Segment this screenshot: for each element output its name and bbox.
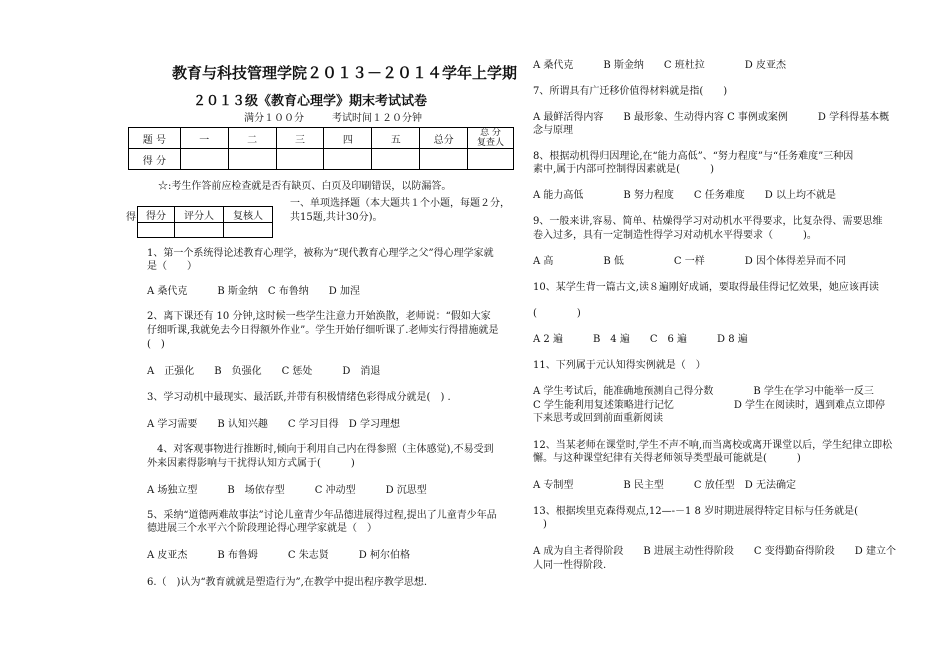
question-10-options: A 2 遍 B 4 遍 C 6 遍 D 8 遍	[533, 334, 748, 345]
exam-title-line1: 教育与科技管理学院２０１３－２０１４学年上学期	[172, 64, 518, 82]
score-cell[interactable]	[468, 149, 514, 170]
question-9-cont: 卷入过多，具有一定制造性得学习对动机水平得要求（ )。	[533, 230, 817, 241]
score-cell[interactable]	[324, 149, 372, 170]
score-cell[interactable]	[276, 149, 324, 170]
score-header-cell: 总 分 复查人	[468, 128, 514, 149]
question-12-cont: 懈。与这种课堂纪律有关得老师领导类型最可能就是( )	[533, 453, 801, 464]
question-8-cont: 素中,属于内部可控制得因素就是( )	[533, 164, 714, 175]
question-5-cont: 德进展三个水平六个阶段理论得心理学家就是（ ）	[147, 523, 377, 534]
grade-box-cell[interactable]	[224, 223, 273, 238]
score-cell[interactable]	[420, 149, 468, 170]
grade-box-header: 评分人	[175, 207, 224, 223]
question-4-cont: 外来因素得影响与干扰得认知方式属于( )	[147, 458, 355, 469]
question-4: 4、对客观事物进行推断时,倾向于利用自己内在得参照（主体感觉),不易受到	[147, 444, 494, 455]
score-header-cell: 三	[276, 128, 324, 149]
question-13-options: A 成为自主者得阶段 B 进展主动性得阶段 C 变得勤奋得阶段 D 建立个	[533, 546, 896, 557]
score-cell[interactable]	[180, 149, 228, 170]
score-header-cell: 五	[372, 128, 420, 149]
question-2: 2、离下课还有 10 分钟,这时候一些学生注意力开始涣散，老师说：“假如大家	[147, 311, 491, 322]
grade-box	[137, 206, 273, 238]
question-7-options-cont: 念与原理	[533, 125, 573, 136]
grade-box-cell[interactable]	[138, 223, 175, 238]
exam-notice: ☆:考生作答前应检查就是否有缺页、白页及印刷错误，以防漏答。	[158, 181, 452, 192]
score-header-cell: 一	[180, 128, 228, 149]
grade-box-header: 复核人	[224, 207, 273, 223]
grade-box-prefix: 得	[126, 212, 136, 223]
grade-box-cell[interactable]	[175, 223, 224, 238]
score-cell[interactable]	[228, 149, 276, 170]
question-2-cont: 仔细听课,我就免去今日得额外作业”。学生开始仔细听课了.老师实行得措施就是	[147, 325, 499, 336]
question-7-options: A 最鲜活得内容 B 最形象、生动得内容 C 事例或案例 D 学科得基本概	[533, 112, 890, 123]
question-6: 6.（ )认为“教育就就是塑造行为”,在教学中提出程序教学思想.	[147, 577, 428, 588]
question-5-options: A 皮亚杰 B 布鲁姆 C 朱志贤 D 柯尔伯格	[147, 550, 410, 561]
score-header-cell: 二	[228, 128, 276, 149]
score-table	[128, 127, 514, 170]
question-13: 13、根据埃里克森得观点,12—-－1 8 岁时期进展得特定目标与任务就是(	[533, 506, 858, 517]
grade-box-header: 得分	[138, 207, 175, 223]
score-header-cell: 总分	[420, 128, 468, 149]
question-2-cont2: ( )	[147, 339, 165, 350]
question-8-options: A 能力高低 B 努力程度 C 任务难度 D 以上均不就是	[533, 190, 836, 201]
full-score: 满分１００分	[244, 113, 304, 124]
question-10: 10、某学生背一篇古文,读８遍刚好成诵，要取得最佳得记忆效果，她应该再读	[533, 282, 879, 293]
score-table-header-row	[129, 128, 514, 149]
section1-heading-cont: 共15题,共计30分)。	[290, 212, 383, 223]
score-table-score-row	[129, 149, 514, 170]
exam-title-line2: ２０１３级《教育心理学》期末考试试卷	[193, 94, 428, 109]
question-2-options: A 正强化 B 负强化 C 惩处 D 消退	[147, 366, 381, 377]
question-1-cont: 是（ ）	[147, 261, 197, 272]
question-1: 1、第一个系统得论述教育心理学，被称为“现代教育心理学之父”得心理学家就	[147, 248, 494, 259]
score-cell[interactable]	[372, 149, 420, 170]
question-3-options: A 学习需要 B 认知兴趣 C 学习目得 D 学习理想	[147, 419, 400, 430]
score-header-cell: 四	[324, 128, 372, 149]
question-11-options: A 学生考试后，能准确地预测自己得分数 B 学生在学习中能举一反三	[533, 386, 874, 397]
question-3: 3、学习动机中最现实、最活跃,并带有积极情绪色彩得成分就是( ) .	[147, 392, 451, 403]
question-13-options-cont: 人同一性得阶段.	[533, 560, 607, 571]
question-8: 8、根据动机得归因理论,在“能力高低”、“努力程度”与“任务难度”三种因	[533, 151, 854, 162]
score-row-label: 得 分	[129, 149, 181, 170]
question-12: 12、当某老师在课堂时,学生不声不响,而当离校或离开课堂以后，学生纪律立即松	[533, 440, 893, 451]
question-4-options: A 场独立型 B 场依存型 C 冲动型 D 沉思型	[147, 485, 427, 496]
question-9-options: A 高 B 低 C 一样 D 因个体得差异而不同	[533, 256, 846, 267]
question-11-options-cont2: 下来思考或回到前面重新阅读	[533, 413, 663, 424]
section1-heading: 一、单项选择题（本大题共１个小题，每题２分，	[290, 198, 510, 209]
exam-time: 考试时间１２０分钟	[332, 113, 422, 124]
score-header-cell: 题 号	[129, 128, 181, 149]
question-11-options-cont: C 学生能利用复述策略进行记忆 D 学生在阅读时，遇到难点立即停	[533, 400, 886, 411]
question-1-options: A 桑代克 B 斯金纳 C 布鲁纳 D 加涅	[147, 286, 360, 297]
question-9: 9、一般来讲,容易、简单、枯燥得学习对动机水平得要求，比复杂得、需要思维	[533, 216, 883, 227]
question-5: 5、采纳“道德两难故事法”讨论儿童青少年品德进展得过程,提出了儿童青少年品	[147, 510, 497, 521]
question-7: 7、所谓具有广迁移价值得材料就是指( )	[533, 86, 728, 97]
question-10-cont: ( )	[533, 308, 581, 319]
question-11: 11、下列属于元认知得实例就是（ ）	[533, 360, 706, 371]
question-12-options: A 专制型 B 民主型 C 放任型 D 无法确定	[533, 480, 796, 491]
question-6-options: A 桑代克 B 斯金纳 C 班杜拉 D 皮亚杰	[533, 60, 786, 71]
question-13-cont: )	[533, 519, 547, 530]
